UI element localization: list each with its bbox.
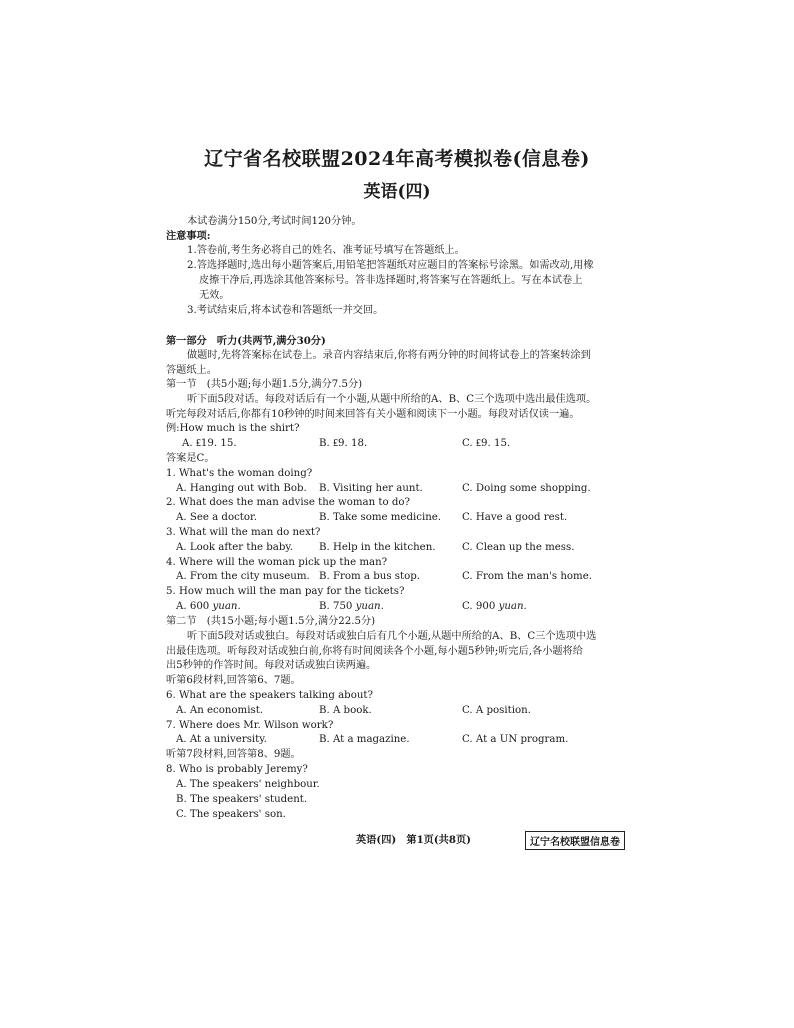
q2-option-a: A. See a doctor.	[176, 512, 257, 523]
footer-brand-box: 辽宁名校联盟信息卷	[525, 831, 625, 850]
intro-text: 本试卷满分150分,考试时间120分钟。	[187, 216, 362, 227]
example-question: 例:How much is the shirt?	[166, 423, 300, 434]
footer-page-number: 英语(四) 第1页(共8页)	[356, 834, 471, 846]
q5-option-c: C. 900 yuan.	[462, 601, 527, 612]
part1-desc: 做题时,先将答案标在试卷上。录音内容结束后,你将有两分钟的时间将试卷上的答案转涂到	[187, 350, 591, 361]
part1-heading: 第一部分 听力(共两节,满分30分)	[166, 335, 326, 347]
notice-heading: 注意事项:	[166, 230, 211, 242]
section1-heading: 第一节 (共5小题;每小题1.5分,满分7.5分)	[166, 379, 363, 390]
q6-option-b: B. A book.	[319, 705, 372, 716]
section2-heading: 第二节 (共15小题;每小题1.5分,满分22.5分)	[166, 616, 376, 627]
notice-item-2-end: 无效。	[199, 290, 230, 301]
question-2: 2. What does the man advise the woman to do?	[166, 497, 410, 508]
example-option-a: A. ₤19. 15.	[182, 438, 237, 449]
q3-option-c: C. Clean up the mess.	[462, 542, 575, 553]
page-title: 辽宁省名校联盟2024年高考模拟卷(信息卷)	[204, 148, 590, 170]
q8-option-c: C. The speakers' son.	[176, 809, 286, 820]
q8-option-a: A. The speakers' neighbour.	[176, 779, 320, 790]
section2-desc-cont: 出最佳选项。听每段对话或独白前,你将有时间阅读各个小题,每小题5秒钟;听完后,各小题将给	[166, 646, 583, 657]
q6-option-c: C. A position.	[462, 705, 531, 716]
page-subtitle: 英语(四)	[363, 182, 431, 202]
notice-item-2-cont: 皮擦干净后,再选涂其他答案标号。答非选择题时,将答案写在答题纸上。写在本试卷上	[199, 275, 583, 286]
notice-item-1: 1.答卷前,考生务必将自己的姓名、准考证号填写在答题纸上。	[187, 245, 465, 256]
q4-option-b: B. From a bus stop.	[319, 571, 421, 582]
example-option-c: C. ₤9. 15.	[462, 438, 511, 449]
q3-option-b: B. Help in the kitchen.	[319, 542, 436, 553]
q7-option-c: C. At a UN program.	[462, 734, 569, 745]
example-option-b: B. ₤9. 18.	[319, 438, 368, 449]
question-6: 6. What are the speakers talking about?	[166, 690, 373, 701]
section1-desc: 听下面5段对话。每段对话后有一个小题,从题中所给的A、B、C三个选项中选出最佳选项。	[187, 394, 597, 405]
q3-option-a: A. Look after the baby.	[176, 542, 294, 553]
notice-item-3: 3.考试结束后,将本试卷和答题纸一并交回。	[187, 305, 384, 316]
question-3: 3. What will the man do next?	[166, 527, 321, 538]
question-4: 4. Where will the woman pick up the man?	[166, 557, 388, 568]
section2-desc-end: 出5秒钟的作答时间。每段对话或独白读两遍。	[166, 660, 377, 671]
q4-option-c: C. From the man's home.	[462, 571, 592, 582]
q1-option-a: A. Hanging out with Bob.	[176, 483, 307, 494]
notice-item-2: 2.答选择题时,选出每小题答案后,用铅笔把答题纸对应题目的答案标号涂黑。如需改动,用橡	[187, 260, 594, 271]
q7-option-a: A. At a university.	[176, 734, 267, 745]
question-5: 5. How much will the man pay for the tickets?	[166, 586, 405, 597]
q2-option-c: C. Have a good rest.	[462, 512, 568, 523]
question-7: 7. Where does Mr. Wilson work?	[166, 720, 334, 731]
part1-desc-cont: 答题纸上。	[166, 365, 217, 376]
q1-option-c: C. Doing some shopping.	[462, 483, 591, 494]
section1-desc-cont: 听完每段对话后,你都有10秒钟的时间来回答有关小题和阅读下一小题。每段对话仅读一遍。	[166, 409, 580, 420]
material-7-note: 听第7段材料,回答第8、9题。	[166, 749, 301, 760]
q2-option-b: B. Take some medicine.	[319, 512, 442, 523]
example-answer: 答案是C。	[166, 453, 215, 464]
question-1: 1. What's the woman doing?	[166, 468, 313, 479]
q5-option-b: B. 750 yuan.	[319, 601, 384, 612]
q4-option-a: A. From the city museum.	[176, 571, 310, 582]
section2-desc: 听下面5段对话或独白。每段对话或独白后有几个小题,从题中所给的A、B、C三个选项中选	[187, 631, 597, 642]
q7-option-b: B. At a magazine.	[319, 734, 410, 745]
material-6-note: 听第6段材料,回答第6、7题。	[166, 675, 301, 686]
question-8: 8. Who is probably Jeremy?	[166, 764, 308, 775]
q6-option-a: A. An economist.	[176, 705, 264, 716]
q5-option-a: A. 600 yuan.	[176, 601, 241, 612]
q8-option-b: B. The speakers' student.	[176, 794, 308, 805]
q1-option-b: B. Visiting her aunt.	[319, 483, 423, 494]
